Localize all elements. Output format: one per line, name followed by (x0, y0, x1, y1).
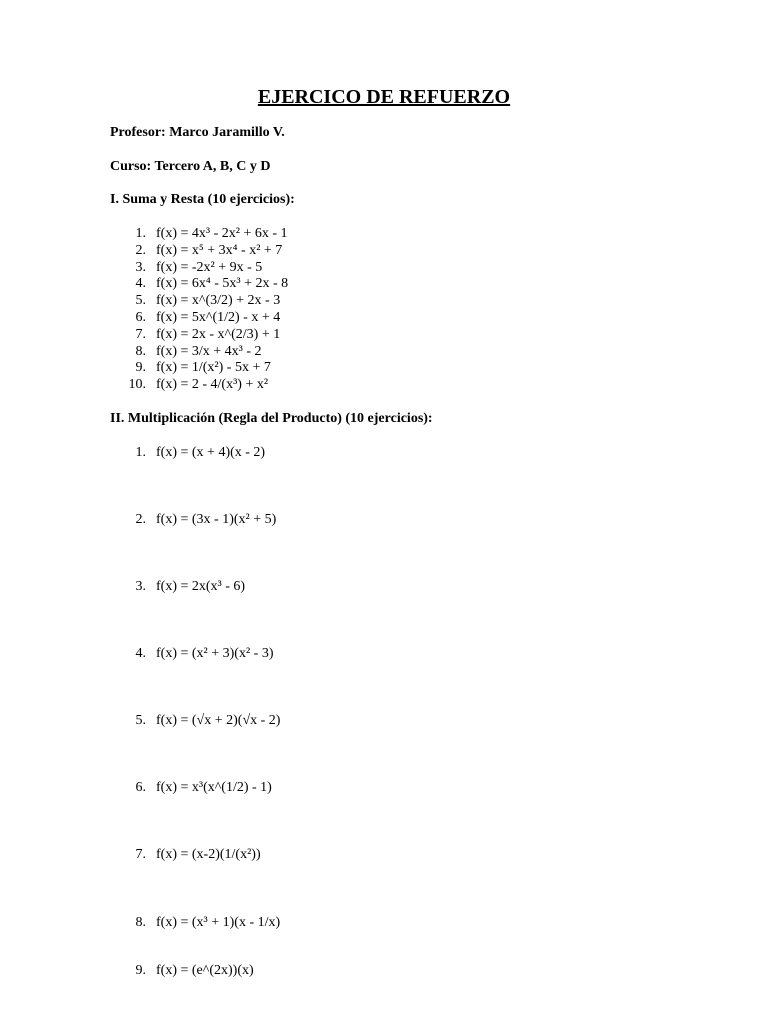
section-2-heading: II. Multiplicación (Regla del Producto) (10 ejercicios): (110, 411, 433, 426)
profesor-line: Profesor: Marco Jaramillo V. (110, 125, 285, 140)
exercise-number: 1. (135, 445, 146, 460)
exercise-item (110, 713, 670, 729)
exercise-expression: f(x) = 2x(x³ - 6) (156, 579, 246, 594)
exercise-item (110, 847, 670, 863)
exercise-item (110, 445, 670, 461)
exercise-item (110, 243, 670, 259)
exercise-item (110, 293, 670, 309)
exercise-number: 1. (135, 226, 146, 241)
exercise-number: 7. (135, 847, 146, 862)
exercise-expression: f(x) = x⁵ + 3x⁴ - x² + 7 (156, 243, 283, 258)
exercise-expression: f(x) = (e^(2x))(x) (156, 963, 254, 978)
exercise-expression: f(x) = 6x⁴ - 5x³ + 2x - 8 (156, 276, 289, 291)
exercise-number: 4. (135, 276, 146, 291)
section-1-heading: I. Suma y Resta (10 ejercicios): (110, 192, 295, 207)
exercise-number: 7. (135, 327, 146, 342)
exercise-number: 3. (135, 579, 146, 594)
exercise-item (110, 327, 670, 343)
exercise-item (110, 579, 670, 595)
exercise-item (110, 377, 670, 393)
exercise-number: 8. (135, 344, 146, 359)
exercise-number: 10. (128, 377, 146, 392)
exercise-expression: f(x) = (x + 4)(x - 2) (156, 445, 266, 460)
exercise-expression: f(x) = -2x² + 9x - 5 (156, 260, 263, 275)
exercise-number: 9. (135, 963, 146, 978)
exercise-expression: f(x) = (x² + 3)(x² - 3) (156, 646, 274, 661)
exercise-item (110, 344, 670, 360)
exercise-expression: f(x) = 5x^(1/2) - x + 4 (156, 310, 281, 325)
exercise-number: 8. (135, 915, 146, 930)
exercise-expression: f(x) = 4x³ - 2x² + 6x - 1 (156, 226, 288, 241)
exercise-item (110, 780, 670, 796)
exercise-item (110, 512, 670, 528)
exercise-expression: f(x) = (3x - 1)(x² + 5) (156, 512, 277, 527)
exercise-expression: f(x) = 2x - x^(2/3) + 1 (156, 327, 281, 342)
exercise-number: 2. (135, 243, 146, 258)
exercise-number: 2. (135, 512, 146, 527)
exercise-number: 5. (135, 293, 146, 308)
exercise-expression: f(x) = x³(x^(1/2) - 1) (156, 780, 272, 795)
curso-line: Curso: Tercero A, B, C y D (110, 159, 271, 174)
exercise-item (110, 276, 670, 292)
exercise-expression: f(x) = (x³ + 1)(x - 1/x) (156, 915, 281, 930)
exercise-number: 5. (135, 713, 146, 728)
exercise-expression: f(x) = 2 - 4/(x³) + x² (156, 377, 269, 392)
exercise-item (110, 646, 670, 662)
exercise-item (110, 226, 670, 242)
page-title: EJERCICO DE REFUERZO (257, 86, 511, 108)
exercise-expression: f(x) = (x-2)(1/(x²)) (156, 847, 261, 862)
exercise-expression: f(x) = 3/x + 4x³ - 2 (156, 344, 262, 359)
exercise-item (110, 360, 670, 376)
exercise-number: 9. (135, 360, 146, 375)
exercise-number: 3. (135, 260, 146, 275)
exercise-expression: f(x) = x^(3/2) + 2x - 3 (156, 293, 281, 308)
exercise-item (110, 915, 670, 931)
exercise-number: 6. (135, 780, 146, 795)
exercise-item (110, 963, 670, 979)
exercise-item (110, 260, 670, 276)
exercise-number: 4. (135, 646, 146, 661)
exercise-number: 6. (135, 310, 146, 325)
exercise-item (110, 310, 670, 326)
exercise-expression: f(x) = (√x + 2)(√x - 2) (156, 713, 281, 728)
exercise-expression: f(x) = 1/(x²) - 5x + 7 (156, 360, 271, 375)
